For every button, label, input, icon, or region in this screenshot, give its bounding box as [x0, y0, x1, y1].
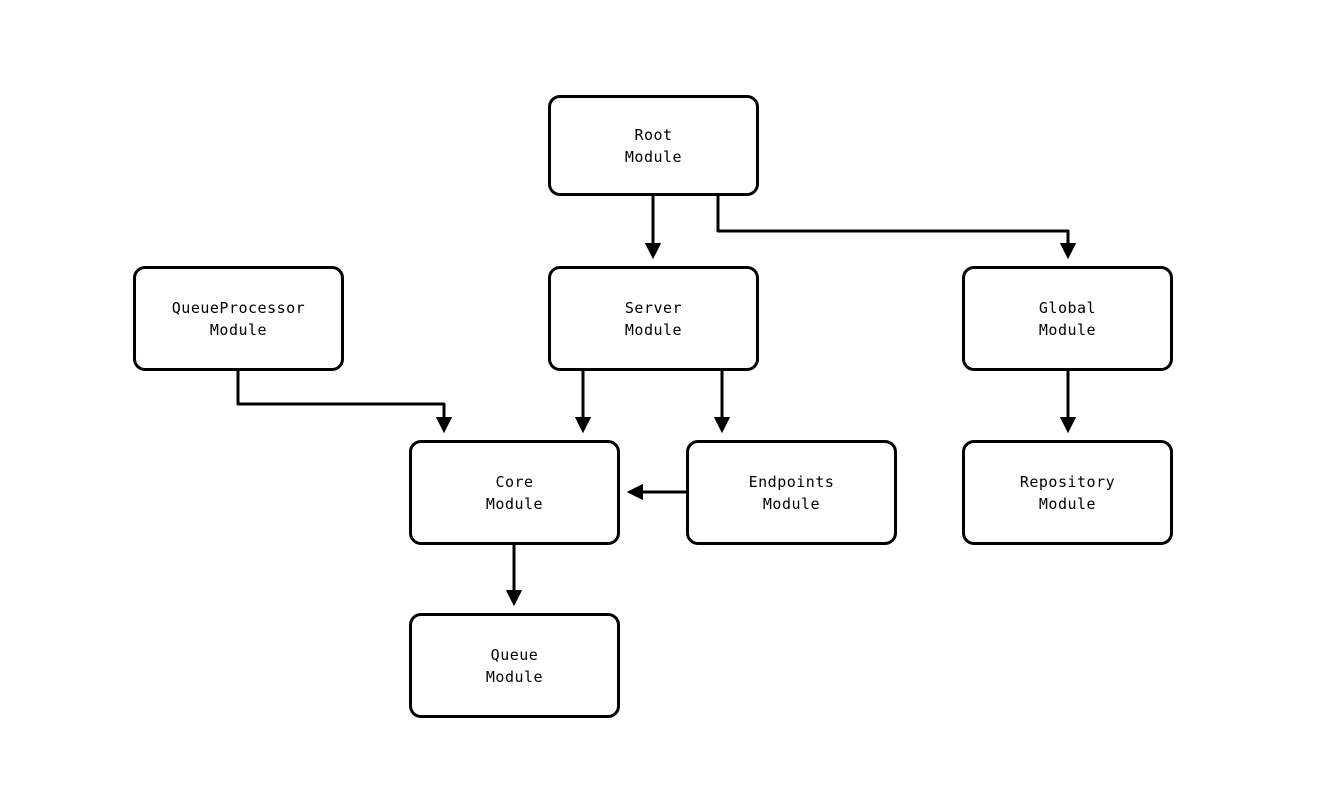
node-root-label-line1: Root — [634, 125, 673, 144]
node-repository-label-line2: Module — [1038, 494, 1097, 513]
node-root[interactable] — [548, 95, 759, 196]
node-server-label-line2: Module — [624, 320, 683, 339]
node-queue-label-line2: Module — [485, 667, 544, 686]
node-queue[interactable] — [409, 613, 620, 718]
node-root-label-line2: Module — [624, 147, 683, 166]
node-global[interactable] — [962, 266, 1173, 371]
node-server[interactable] — [548, 266, 759, 371]
edge-root-to-global — [718, 196, 1068, 256]
node-core-label-line2: Module — [485, 494, 544, 513]
node-endpoints[interactable] — [686, 440, 897, 545]
edge-queueprocessor-to-core — [238, 371, 444, 430]
node-global-label-line1: Global — [1038, 298, 1097, 317]
node-queueprocessor-label-line1: QueueProcessor — [171, 298, 306, 317]
node-core-label-line1: Core — [495, 472, 534, 491]
node-global-label-line2: Module — [1038, 320, 1097, 339]
node-endpoints-label-line2: Module — [762, 494, 821, 513]
node-server-label-line1: Server — [624, 298, 683, 317]
node-endpoints-label-line1: Endpoints — [748, 472, 835, 491]
node-repository[interactable] — [962, 440, 1173, 545]
node-repository-label-line1: Repository — [1019, 472, 1116, 491]
node-queueprocessor[interactable] — [133, 266, 344, 371]
node-queueprocessor-label-line2: Module — [209, 320, 268, 339]
node-core[interactable] — [409, 440, 620, 545]
node-queue-label-line1: Queue — [490, 645, 539, 664]
